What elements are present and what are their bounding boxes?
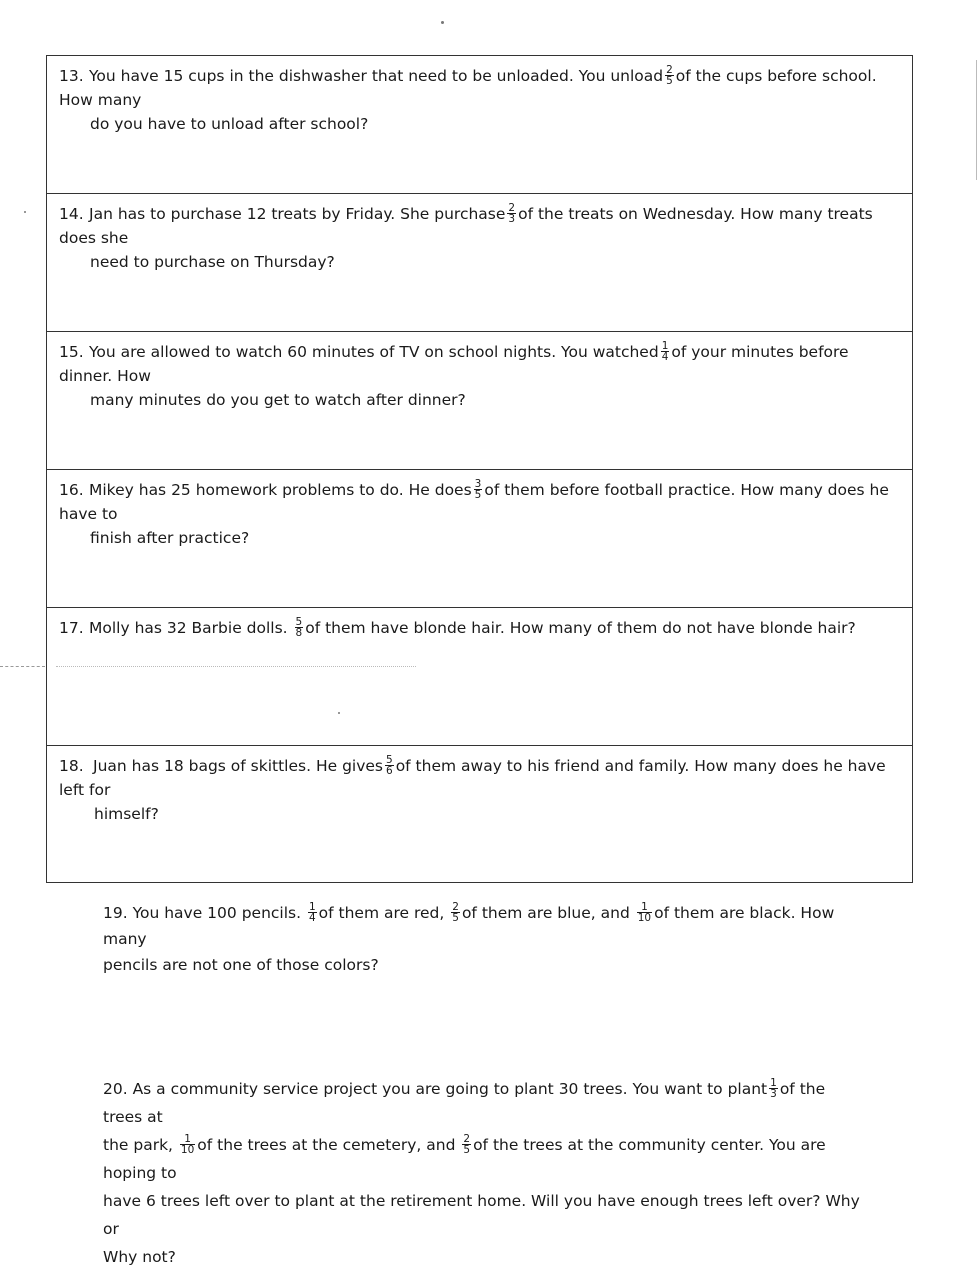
problem-text: of them have blonde hair. How many of them do not have blonde hair? [305,619,856,637]
problem-text: You are allowed to watch 60 minutes of TV on school nights. You watched [89,343,659,361]
problem-box-15 [46,331,913,469]
problem-box-17 [46,607,913,745]
problem-text: You have 15 cups in the dishwasher that need to be unloaded. You unload [89,67,664,85]
problem-text: of them are black. How many [103,904,835,948]
scan-edge-line [976,60,977,180]
problem-15-text [59,340,902,412]
problem-text: Jan has to purchase 12 treats by Friday. She purchase [89,205,506,223]
problem-text: of your minutes before dinner. How [59,343,849,385]
problem-text-continued: pencils are not one of those colors? [103,956,379,974]
problem-text: Molly has 32 Barbie dolls. [89,619,288,637]
problem-text-continued: do you have to unload after school? [90,115,369,133]
problem-number: 15. [59,343,84,361]
fraction: $\frac{1}{4}$ [308,901,316,924]
problem-box-16 [46,469,913,607]
fraction: $\frac{2}{5}$ [452,901,459,924]
problem-text: 19. You have 100 pencils. [103,904,302,922]
problem-text: of them away to his friend and family. How many does he have left for [59,757,886,799]
problem-text-continued: need to purchase on Thursday? [90,253,335,271]
problem-20-line-2: the park, $\frac{1}{10}$ of the trees at the cemetery, and $\frac{2}{5}$ of the trees at the community center. You are hoping to [103,1133,826,1182]
problem-20-text [103,1075,863,1271]
problem-text: of the treats on Wednesday. How many treats does she [59,205,873,247]
problem-number: 16. [59,481,84,499]
problem-text: of them are blue, and [461,904,630,922]
problem-text-continued: many minutes do you get to watch after dinner? [90,391,466,409]
problem-14-text [59,202,902,274]
problem-20-line-4: Why not? [103,1248,176,1266]
fraction: $\frac{5}{6}$ [386,754,393,777]
problem-16-text [59,478,902,550]
problem-number: 17. [59,619,84,637]
scan-dotted-line [56,666,416,667]
problem-20-line-1: 20. As a community service project you are going to plant 30 trees. You want to plant $\frac{1}{3}$ of the trees at [103,1077,826,1126]
problem-text-continued: himself? [94,805,159,823]
problem-19-text [103,900,863,978]
problem-text: of them are red, [318,904,445,922]
problem-text-continued: finish after practice? [90,529,250,547]
problem-text: of them before football practice. How many does he have to [59,481,889,523]
problem-box-14 [46,193,913,331]
fraction: $\frac{1}{3}$ [770,1077,777,1100]
problem-number: 14. [59,205,84,223]
problem-box-13 [46,55,913,193]
problem-13-text [59,64,902,136]
scan-speck [24,211,26,213]
problem-text: Mikey has 25 homework problems to do. He does [89,481,472,499]
fraction: $\frac{2}{5}$ [463,1133,471,1156]
scan-speck [338,712,340,714]
problem-17-text [59,616,902,640]
problem-number: 13. [59,67,84,85]
scan-dash-line [0,666,45,667]
fraction: $\frac{1}{4}$ [661,340,669,363]
problem-20-line-3: have 6 trees left over to plant at the retirement home. Will you have enough trees left over? Why or [103,1192,860,1238]
fraction: $\frac{1}{10}$ [180,1133,195,1156]
problem-18-text [59,754,902,826]
fraction: $\frac{1}{10}$ [637,901,652,924]
problem-box-18 [46,745,913,883]
fraction: $\frac{3}{5}$ [474,478,482,501]
fraction: $\frac{2}{5}$ [666,64,673,87]
fraction: $\frac{2}{3}$ [508,202,516,225]
fraction: $\frac{5}{8}$ [295,616,303,639]
problem-text: Juan has 18 bags of skittles. He gives [93,757,383,775]
problem-number: 18. [59,757,84,775]
problem-text: of the cups before school. How many [59,67,877,109]
scan-speck [441,21,444,24]
